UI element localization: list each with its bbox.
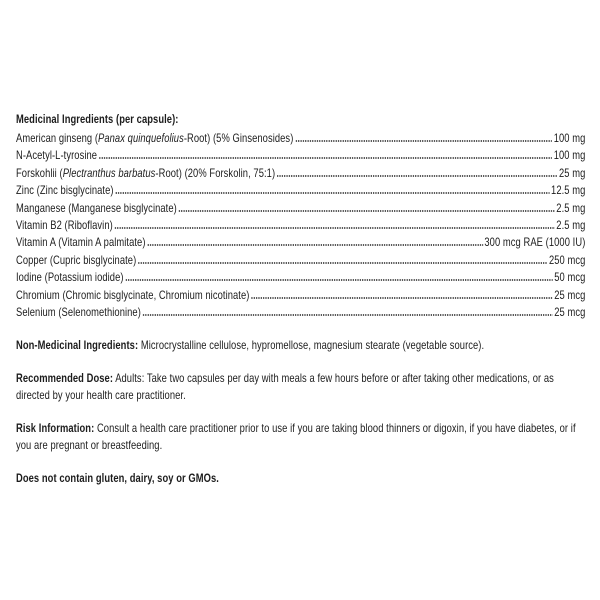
dot-leader	[114, 227, 554, 229]
recommended-dose-section	[16, 370, 585, 404]
ingredient-row	[16, 269, 585, 286]
section-text: Microcrystalline cellulose, hypromellose, magnesium stearate (vegetable source).	[140, 338, 485, 353]
ingredient-amount: 300 mcg RAE (1000 IU)	[484, 235, 586, 250]
ingredient-row	[16, 200, 585, 217]
ingredient-name: Manganese (Manganese bisglycinate)	[16, 200, 177, 215]
dot-leader	[125, 279, 553, 281]
ingredient-name: Selenium (Selenomethionine)	[16, 304, 141, 319]
section-text: Adults: Take two capsules per day with meals a few hours before or after taking other medications, or as directed by your health care practitioner.	[16, 371, 554, 403]
ingredient-row	[16, 147, 585, 164]
dot-leader	[277, 175, 558, 177]
dot-leader	[178, 210, 554, 212]
ingredient-row	[16, 287, 585, 304]
ingredient-amount: 2.5 mg	[556, 200, 586, 215]
ingredient-name: Chromium (Chromic bisglycinate, Chromium nicotinate)	[16, 287, 250, 302]
section-label: Non-Medicinal Ingredients:	[16, 338, 139, 353]
ingredient-name: Copper (Cupric bisglycinate)	[16, 252, 137, 267]
ingredient-row	[16, 252, 585, 269]
ingredient-amount: 100 mg	[553, 131, 586, 145]
ingredient-amount: 50 mcg	[554, 270, 586, 285]
dot-leader	[251, 297, 553, 299]
ingredient-name: Vitamin A (Vitamin A palmitate)	[16, 235, 146, 250]
section-text: Consult a health care practitioner prior to use if you are taking blood thinners or digoxin, if you have diabetes, or if you are pregnant or breastfeeding.	[16, 421, 576, 453]
does-not-contain-statement: Does not contain gluten, dairy, soy or GMOs.	[16, 471, 219, 486]
ingredient-row	[16, 217, 585, 234]
medicinal-ingredients-heading: Medicinal Ingredients (per capsule):	[16, 112, 179, 126]
ingredient-name: N-Acetyl-L-tyrosine	[16, 148, 98, 163]
ingredient-row	[16, 304, 585, 321]
dot-leader	[295, 140, 552, 142]
ingredient-amount: 100 mg	[553, 148, 586, 163]
ingredient-name: Iodine (Potassium iodide)	[16, 270, 124, 285]
risk-information-section	[16, 420, 585, 454]
ingredient-amount: 25 mcg	[554, 304, 586, 319]
ingredient-amount: 2.5 mg	[556, 217, 586, 232]
ingredient-amount: 250 mcg	[548, 252, 586, 267]
label-content	[16, 110, 585, 487]
non-medicinal-ingredients-section	[16, 337, 585, 354]
section-label: Risk Information:	[16, 421, 95, 436]
ingredient-row	[16, 165, 585, 182]
ingredient-amount: 25 mcg	[554, 287, 586, 302]
dot-leader	[138, 262, 548, 264]
ingredient-amount: 25 mg	[558, 165, 586, 180]
ingredient-name: Zinc (Zinc bisglycinate)	[16, 183, 114, 198]
dot-leader	[142, 314, 552, 316]
dot-leader	[99, 157, 553, 159]
ingredient-amount: 12.5 mg	[551, 183, 586, 198]
dot-leader	[147, 244, 483, 246]
section-label: Recommended Dose:	[16, 371, 114, 386]
ingredient-name: American ginseng (Panax quinquefolius-Root) (5% Ginsenosides)	[16, 131, 294, 145]
ingredient-name: Vitamin B2 (Riboflavin)	[16, 217, 113, 232]
dot-leader	[115, 192, 549, 194]
ingredient-row	[16, 130, 585, 147]
ingredient-name: Forskohlii (Plectranthus barbatus-Root) (20% Forskolin, 75:1)	[16, 165, 276, 180]
ingredient-row	[16, 182, 585, 199]
ingredient-row	[16, 234, 585, 251]
ingredient-list	[16, 130, 585, 321]
